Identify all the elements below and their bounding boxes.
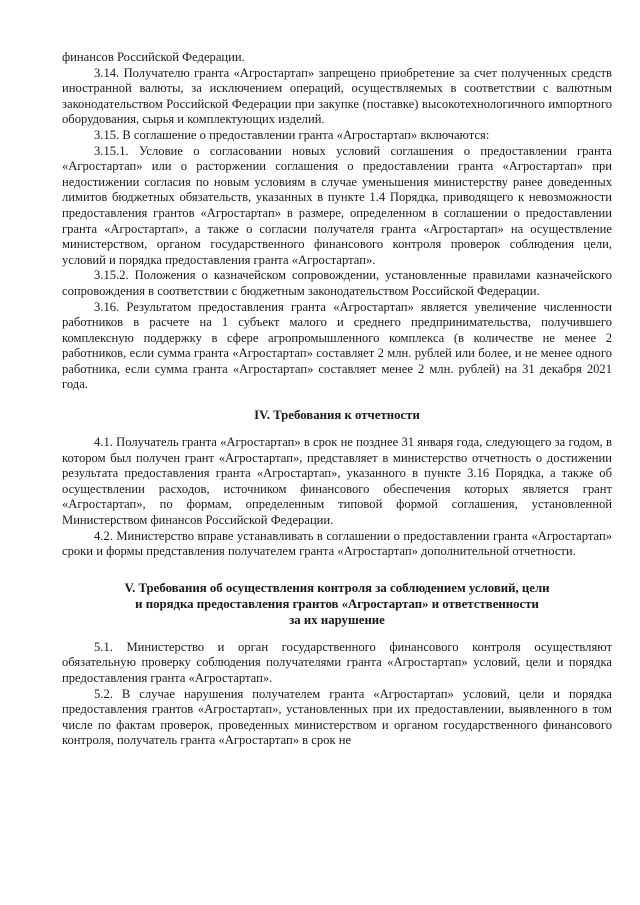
paragraph-5-1: 5.1. Министерство и орган государственного финансового контроля осуществляют обязательную проверку соблюдения получателями гранта «Агростартап» условий, цели и порядка предоставления гранта «Агростартап». — [62, 639, 612, 685]
paragraph-4-1: 4.1. Получатель гранта «Агростартап» в срок не позднее 31 января года, следующего за годом, в котором был получен грант «Агростартап», представляет в министерство отчетность о достижении результата предоставления гранта «Агростартап», указанного в пункте 3.16 Порядка, а также об осуществлении расходов, источником финансового обеспечения которых является грант «Агростартап», по формам, определенным типовой формой соглашения, установленной Министерством финансов Российской Федерации. — [62, 435, 612, 528]
paragraph-3-15-1: 3.15.1. Условие о согласовании новых условий соглашения о предоставлении гранта «Агростартап» или о расторжении соглашения о предоставлении гранта «Агростартап» при недостижении согласия по новым условиям в случае уменьшения министерству ранее доведенных лимитов бюджетных обязательств, указанных в пункте 1.4 Порядка, приводящего к невозможности предоставления грантов «Агростартап» в размере, определенном в соглашении о предоставлении гранта «Агростартап», а также о согласии получателя гранта «Агростартап» на осуществление министерством, органом государственного финансового контроля проверок соблюдения цели, условий и порядка предоставления гранта «Агростартап». — [62, 143, 612, 267]
paragraph-3-16: 3.16. Результатом предоставления гранта «Агростартап» является увеличение численности работников в расчете на 1 субъект малого и среднего предпринимательства, получившего комплексную поддержку в сфере агропромышленного комплекса (в количестве не менее 2 работников, если сумма гранта «Агростартап» составляет 2 млн. рублей или более, и не менее одного работника, если сумма гранта «Агростартап» составляет менее 2 млн. рублей) на 31 декабря 2021 года. — [62, 299, 612, 392]
paragraph-3-15-2: 3.15.2. Положения о казначейском сопровождении, установленные правилами казначейского сопровождения в соответствии с бюджетным законодательством Российской Федерации. — [62, 268, 612, 298]
paragraph-4-2: 4.2. Министерство вправе устанавливать в соглашении о предоставлении гранта «Агростартап» сроки и формы представления получателем гранта «Агростартап» дополнительной отчетности. — [62, 528, 612, 559]
section-5-heading-line-1: V. Требования об осуществления контроля за соблюдением условий, цели — [124, 580, 550, 595]
paragraph-5-2: 5.2. В случае нарушения получателем гранта «Агростартап» условий, цели и порядка предоставления грантов «Агростартап», установленных при их предоставлении, выявленного в том числе по фактам проверок, проведенных министерством и органом государственного финансового контроля, получатель гранта «Агростартап» в срок не — [62, 686, 612, 748]
section-5-heading — [62, 580, 612, 628]
paragraph-3-15: 3.15. В соглашение о предоставлении гранта «Агростартап» включаются: — [94, 127, 490, 142]
section-5-heading-line-3: за их нарушение — [289, 612, 385, 627]
section-4-heading: IV. Требования к отчетности — [254, 408, 420, 423]
section-5-heading-line-2: и порядка предоставления грантов «Агростартап» и ответственности — [135, 596, 539, 611]
paragraph-3-14: 3.14. Получателю гранта «Агростартап» запрещено приобретение за счет полученных средств иностранной валюты, за исключением операций, осуществляемых в соответствии с валютным законодательством Российской Федерации при закупке (поставке) высокотехнологичного импортного оборудования, сырья и комплектующих изделий. — [62, 65, 612, 127]
document-page — [62, 50, 612, 749]
paragraph-continuation: финансов Российской Федерации. — [62, 50, 245, 64]
